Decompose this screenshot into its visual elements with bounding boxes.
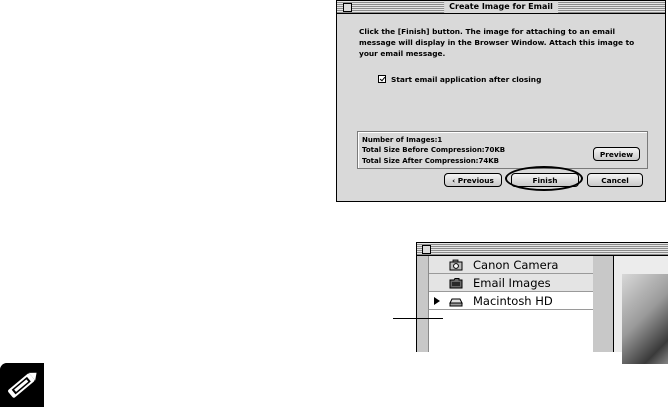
create-image-for-email-dialog (336, 0, 666, 202)
start-email-app-option[interactable] (378, 74, 541, 84)
size-before-text: Total Size Before Compression:70KB (362, 146, 506, 154)
image-count-text: Number of Images:1 (362, 136, 443, 144)
folder-label: Macintosh HD (473, 293, 553, 308)
dialog-titlebar[interactable] (337, 1, 665, 14)
note-pencil-icon (0, 363, 44, 407)
browser-frame (417, 256, 429, 352)
pane-divider[interactable] (593, 256, 614, 352)
callout-line (393, 318, 443, 319)
browser-window (416, 242, 668, 352)
start-email-app-checkbox[interactable] (378, 75, 386, 83)
folder-row-canon-camera[interactable] (429, 256, 593, 274)
folder-icon (449, 277, 463, 289)
camera-icon (449, 259, 463, 271)
folder-list (429, 256, 594, 352)
instructions-text: Click the [Finish] button. The image for attaching to an email message will display in the Browser Window. Attach this image to your email message. (359, 27, 635, 58)
finish-button[interactable]: Finish (511, 173, 579, 187)
image-preview-pane (614, 256, 668, 352)
browser-titlebar[interactable] (417, 243, 668, 256)
folder-label: Email Images (473, 275, 551, 290)
folder-label: Canon Camera (473, 257, 559, 272)
previous-button[interactable]: ‹ Previous (444, 173, 502, 187)
size-after-text: Total Size After Compression:74KB (362, 157, 499, 165)
start-email-app-label: Start email application after closing (391, 74, 542, 84)
preview-button[interactable]: Preview (593, 147, 640, 161)
folder-row-email-images[interactable] (429, 274, 593, 292)
folder-row-macintosh-hd[interactable] (429, 292, 593, 310)
disclosure-triangle-icon[interactable] (434, 297, 440, 305)
browser-close-box-icon[interactable] (422, 245, 431, 254)
preview-photo (622, 274, 668, 364)
close-box-icon[interactable] (343, 3, 352, 12)
hard-drive-icon (449, 295, 463, 307)
cancel-button[interactable]: Cancel (587, 173, 643, 187)
dialog-title: Create Image for Email (444, 1, 558, 13)
